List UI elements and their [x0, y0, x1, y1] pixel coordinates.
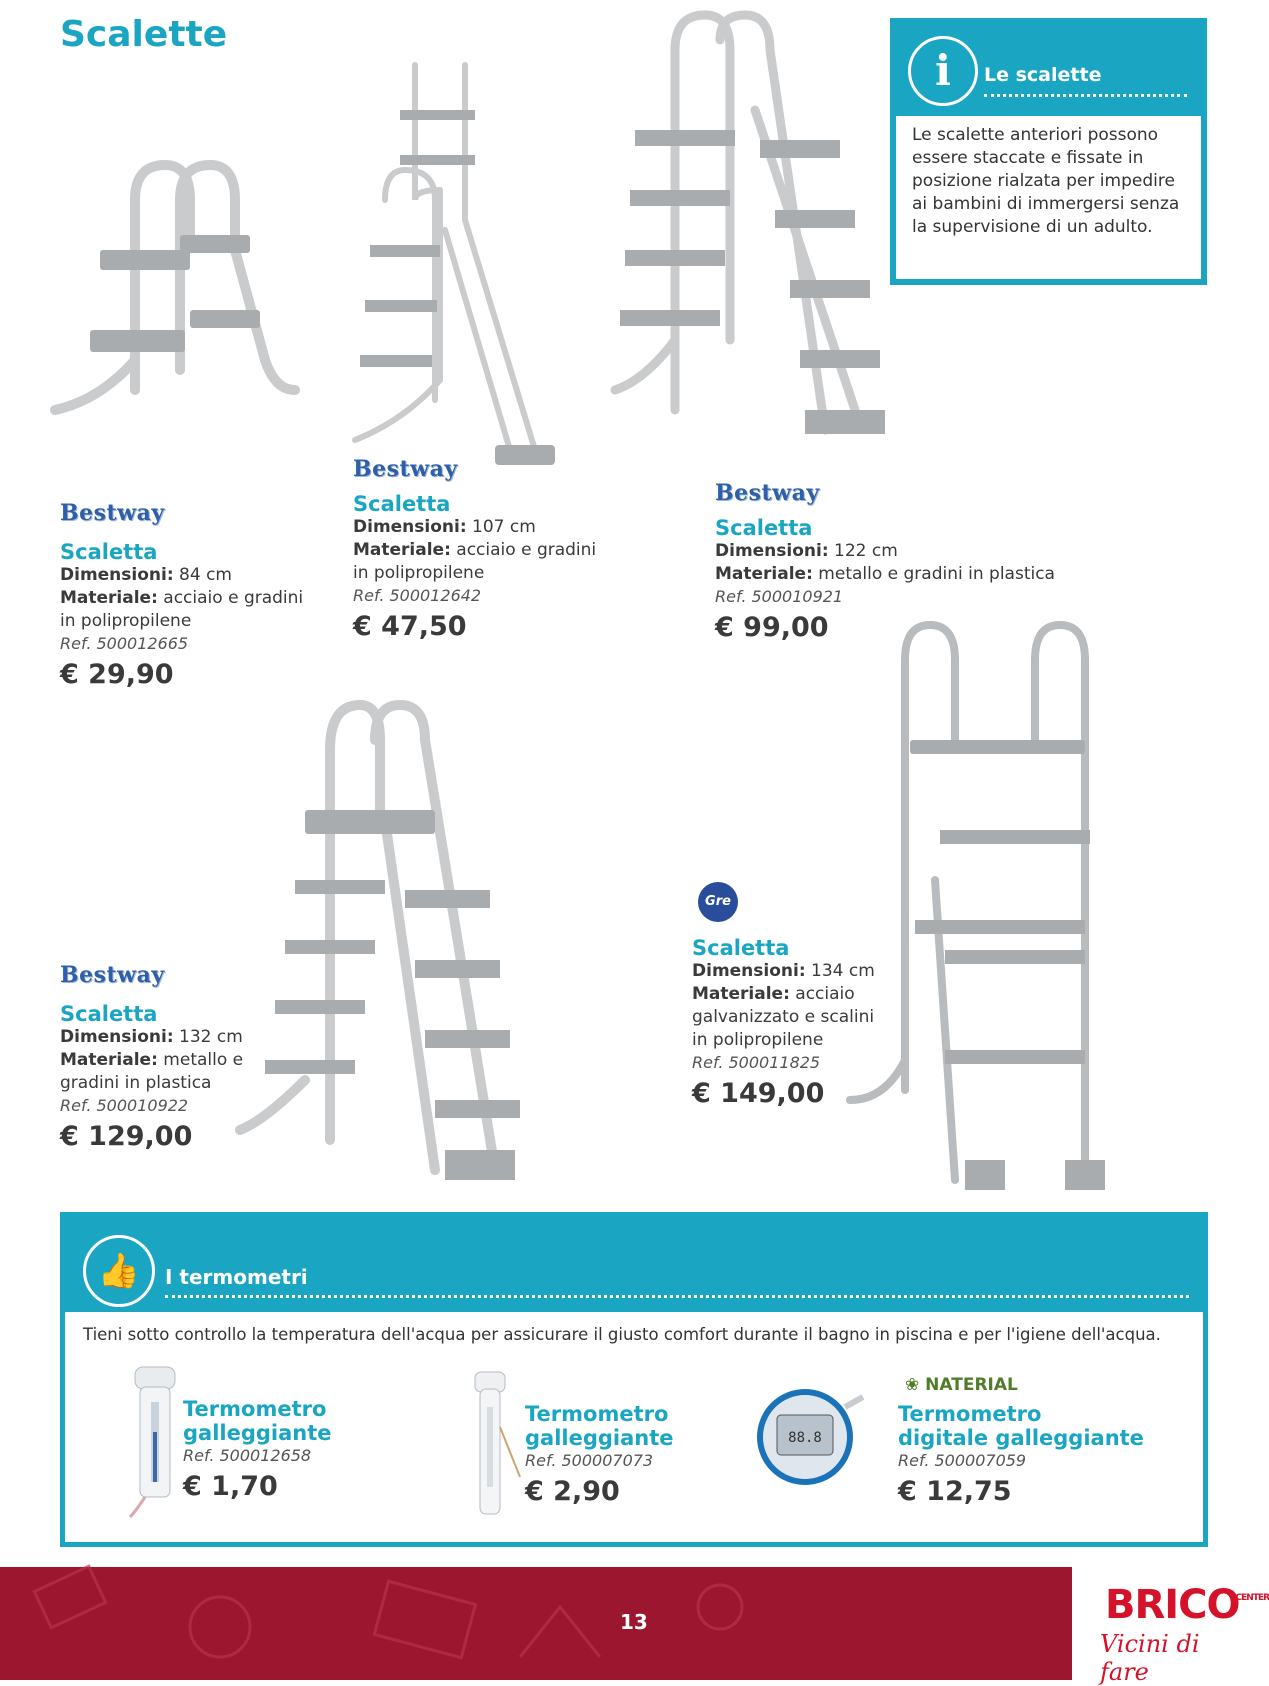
product-card — [353, 456, 613, 642]
product-ref: Ref. 500010922 — [60, 1096, 189, 1115]
spec-value: acciaio e gradini in polipropilene — [353, 540, 597, 583]
gre-brand-logo: Gre — [698, 882, 738, 922]
leaf-icon: ❀ — [905, 1375, 920, 1395]
product-name: digitale galleggiante — [898, 1426, 1144, 1450]
product-name: Scaletta — [60, 540, 158, 564]
thermometer-card — [183, 1397, 332, 1502]
logo-tagline: Vicini di fare — [1100, 1630, 1200, 1686]
product-price: € 29,90 — [60, 659, 174, 690]
product-ref: Ref. 500010921 — [715, 587, 844, 606]
footer-band — [0, 1567, 1072, 1680]
product-ref: Ref. 500012665 — [60, 634, 189, 653]
logo-badge: CENTER — [1235, 1593, 1269, 1603]
product-name: Termometro — [525, 1402, 669, 1426]
product-price: € 149,00 — [692, 1078, 825, 1109]
info-box-title: Le scalette — [984, 64, 1102, 86]
page-title: Scalette — [60, 14, 228, 55]
spec-label: Dimensioni: — [692, 961, 806, 981]
natural-brand-logo — [905, 1375, 1018, 1395]
spec-value: 107 cm — [472, 517, 536, 537]
product-ref: Ref. 500007059 — [898, 1451, 1027, 1470]
info-icon: i — [908, 36, 978, 106]
spec-value: metallo e gradini in plastica — [60, 1050, 244, 1093]
product-ref: Ref. 500012658 — [183, 1446, 312, 1465]
brand-name: NATERIAL — [925, 1375, 1018, 1395]
spec-label: Materiale: — [692, 984, 790, 1004]
ladder-image-122cm — [595, 10, 925, 470]
brico-center-logo — [1105, 1582, 1269, 1628]
digital-thermometer-image — [755, 1377, 865, 1497]
thermometers-intro: Tieni sotto controllo la temperatura dell'acqua per assicurare il giusto comfort durante il bagno in piscina e per l'igiene dell'acqua. — [83, 1325, 1161, 1344]
brand-logo: Bestway — [715, 480, 820, 506]
thumbs-up-icon: 👍 — [83, 1235, 155, 1307]
product-name: galleggiante — [183, 1421, 332, 1445]
footer-pattern — [0, 1567, 1072, 1680]
product-name: Termometro — [183, 1397, 327, 1421]
spec-label: Materiale: — [60, 1050, 158, 1070]
product-card — [692, 936, 882, 1109]
info-box-text: Le scalette anteriori possono essere staccate e fissate in posizione rialzata per impedire ai bambini di immergersi senza la supervisione di un adulto. — [912, 125, 1180, 237]
spec-value: 132 cm — [179, 1027, 243, 1047]
product-price: € 2,90 — [525, 1476, 620, 1507]
spec-label: Dimensioni: — [353, 517, 467, 537]
thermometer-card — [898, 1402, 1144, 1507]
spec-label: Dimensioni: — [60, 1027, 174, 1047]
spec-label: Dimensioni: — [715, 541, 829, 561]
spec-label: Materiale: — [60, 588, 158, 608]
product-price: € 47,50 — [353, 611, 467, 642]
product-name: Scaletta — [353, 492, 451, 516]
thermometers-section — [60, 1212, 1208, 1547]
spec-value: 134 cm — [811, 961, 875, 981]
brand-logo: Bestway — [353, 456, 458, 482]
spec-value: acciaio e gradini in polipropilene — [60, 588, 304, 631]
spec-label: Materiale: — [715, 564, 813, 584]
brand-logo: Bestway — [60, 962, 165, 988]
product-card — [60, 500, 320, 690]
product-price: € 99,00 — [715, 612, 829, 643]
product-ref: Ref. 500007073 — [525, 1451, 654, 1470]
brand-logo: Bestway — [60, 500, 165, 526]
product-price: € 1,70 — [183, 1471, 278, 1502]
product-name: Scaletta — [715, 516, 813, 540]
spec-value: 84 cm — [179, 565, 232, 585]
floating-thermometer-image — [460, 1367, 530, 1517]
product-price: € 129,00 — [60, 1121, 193, 1152]
product-name: Scaletta — [692, 936, 790, 960]
spec-label: Materiale: — [353, 540, 451, 560]
product-card — [60, 962, 260, 1152]
spec-value: metallo e gradini in plastica — [818, 564, 1055, 584]
product-ref: Ref. 500011825 — [692, 1053, 821, 1072]
spec-label: Dimensioni: — [60, 565, 174, 585]
info-box — [890, 18, 1207, 285]
product-name: Scaletta — [60, 1002, 158, 1026]
svg-text:88.8: 88.8 — [788, 1430, 822, 1446]
spec-value: acciaio galvanizzato e scalini in polipropilene — [692, 984, 875, 1050]
product-price: € 12,75 — [898, 1476, 1012, 1507]
ladder-image-84cm — [40, 160, 300, 420]
product-name: galleggiante — [525, 1426, 674, 1450]
ladder-image-134cm — [845, 620, 1135, 1200]
spec-value: 122 cm — [834, 541, 898, 561]
dotted-divider — [165, 1295, 1189, 1298]
ladder-image-107cm — [345, 60, 565, 480]
ladder-image-132cm — [235, 700, 565, 1200]
info-box-header — [896, 24, 1201, 116]
thermometer-card — [525, 1402, 674, 1507]
product-card — [715, 480, 1115, 643]
dotted-divider — [984, 94, 1187, 97]
product-ref: Ref. 500012642 — [353, 586, 482, 605]
thermometers-title: I termometri — [165, 1265, 308, 1289]
thermometers-header — [65, 1217, 1203, 1312]
logo-text: BRICO — [1105, 1582, 1240, 1628]
product-name: Termometro — [898, 1402, 1042, 1426]
page-number: 13 — [620, 1610, 648, 1634]
